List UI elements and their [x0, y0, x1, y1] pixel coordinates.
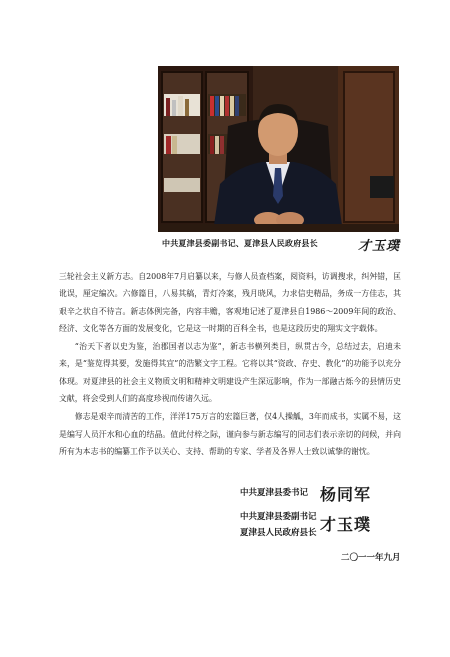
- signature-row: [240, 486, 410, 510]
- signer-title: 夏津县人民政府县长: [240, 528, 317, 538]
- signer-name: 杨同军: [320, 485, 372, 504]
- document-date: 二〇一一年九月: [341, 553, 401, 563]
- caption-signature: 才玉璞: [357, 239, 400, 254]
- signer-title: 中共夏津县委书记: [240, 488, 309, 498]
- closing-signatures: [240, 486, 410, 542]
- photo-caption: [162, 238, 402, 260]
- paragraph-continued: 三轮社会主义新方志。自2008年7月启纂以来，与修人员查档案，阅资料，访调搜求，纠舛错，匡讹误，厘定编次。六修篇目，八易其稿，青灯冷案，残月晓风，力求信史精品，务成一方佳志，其艰辛之状自不待言。新志体例完备，内容丰赡，客观地记述了夏津县自1986～2009年间的政治、经济、文化等各方面的发展变化，它是这一时期的百科全书，也是这段历史的翔实文字载体。: [59, 272, 401, 333]
- signature-row: [240, 526, 410, 542]
- paragraph: “治天下者以史为鉴，治郡国者以志为鉴”，新志书横列类目，纵贯古今，总结过去，启迪未来，是“鉴览得其要，发施得其宜”的浩繁文字工程。它将以其“资政、存史、教化”的功能予以充分体现。对夏津县的社会主义物质文明和精神文明建设产生深远影响，作为一部融古烁今的县情历史文献，将会受到人们的高度珍视而传诸久远。: [59, 342, 401, 404]
- article-body: [59, 268, 401, 460]
- paragraph: 修志是艰辛而清苦的工作，洋洋175万言的宏篇巨著，仅4人操觚，3年而成书，实属不易，这是编写人员汗水和心血的结晶。值此付梓之际，谨向参与新志编写的同志们表示亲切的问候，并向所有为本志书的编纂工作予以关心、支持、帮助的专家、学者及各界人士致以诚挚的谢忱。: [59, 412, 401, 456]
- caption-title: 中共夏津县委副书记、夏津县人民政府县长: [162, 238, 318, 248]
- signer-title: 中共夏津县委副书记: [240, 512, 317, 522]
- signer-name: 才玉璞: [320, 515, 372, 534]
- portrait-photo: [158, 66, 399, 232]
